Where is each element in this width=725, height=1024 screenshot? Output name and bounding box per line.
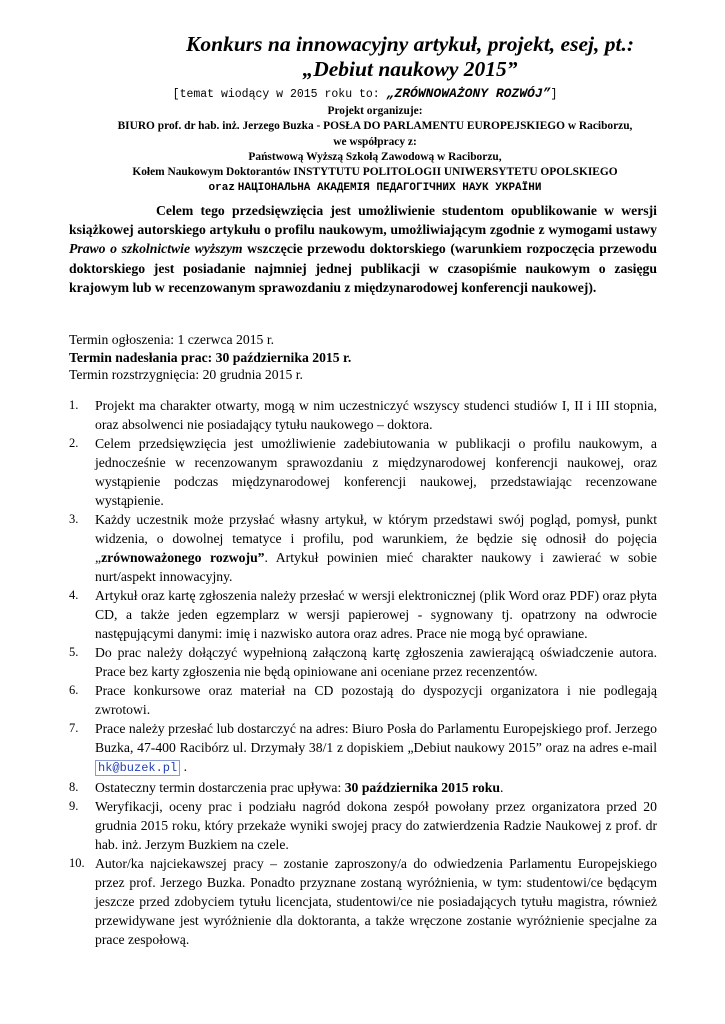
rule-number: 7. xyxy=(69,721,79,735)
rule-number: 5. xyxy=(69,645,79,659)
partner-ukraine xyxy=(55,180,695,196)
intro-law-title: Prawo o szkolnictwie wyższym xyxy=(69,241,243,257)
partner-pwsz: Państwową Wyższą Szkołą Zawodową w Raciborzu, xyxy=(248,150,502,163)
theme-close-bracket: ] xyxy=(550,88,558,101)
theme-open-bracket: [ xyxy=(172,88,180,101)
rule-text: Artykuł oraz kartę zgłoszenia należy przesłać w wersji elektronicznej (plik Word oraz PDF) oraz płyta CD, a także jeden egzemplarz w wersji papierowej - sygnowany tj. opatrzony na odwrocie następującymi danymi: imię i nazwisko autora oraz adres. Prace nie mogą być oprawiane. xyxy=(95,588,657,641)
theme-line xyxy=(120,85,610,103)
rules-list xyxy=(69,396,657,949)
rule-text: Do prac należy dołączyć wypełnioną załączoną kartę zgłoszenia zawierającą oświadczenie autora. Prace bez karty zgłoszenia nie będą opiniowane ani oceniane przez recenzentów. xyxy=(95,645,657,679)
rule-text: Projekt ma charakter otwarty, mogą w nim uczestniczyć wszyscy studenci studiów I, II i III stopnia, oraz absolwenci nie posiadający tytułu naukowego – doktora. xyxy=(95,398,657,432)
rule-text-bold: zrównoważonego rozwoju” xyxy=(101,550,265,565)
email-link[interactable]: hk@buzek.pl xyxy=(95,760,180,776)
rule-text-pre: Ostateczny termin dostarczenia prac upływa: xyxy=(95,780,345,795)
rule-text: Weryfikacji, oceny prac i podziału nagród dokona zespół powołany przez organizatora przed 20 grudnia 2015 roku, który przekaże wyniki swojej pracy do zatwierdzenia Radzie Naukowej z prof. dr hab. inż. Jerzym Buzkiem na czele. xyxy=(95,799,657,852)
intro-paragraph xyxy=(69,201,657,297)
rule-item xyxy=(69,719,657,778)
rule-text: Autor/ka najciekawszej pracy – zostanie zaproszony/a do odwiedzenia Parlamentu Europejskiego przez prof. Jerzego Buzka. Ponadto przyznane zostaną wyróżnienia, w tym: studentowi/ce będącym jeszcze przed zdobyciem tytułu licencjata, studentowi/ce nie posiadających tytułu magistra, również przewidywane jest wyróżnienie dla doktoranta, a także wręczone zostanie wyróżnienie specjalne za prace zespołową. xyxy=(95,856,657,947)
partner-opole: Kołem Naukowym Doktorantów INSTYTUTU POLITOLOGII UNIWERSYTETU OPOLSKIEGO xyxy=(132,166,618,179)
rule-text-pre: Prace należy przesłać lub dostarczyć na adres: Biuro Posła do Parlamentu Europejskiego prof. Jerzego Buzka, 47-400 Racibórz ul. Drzymały 38/1 z dopiskiem „Debiut naukowy 2015” oraz na adres e-mail xyxy=(95,721,657,755)
rule-number: 4. xyxy=(69,588,79,602)
rule-number: 1. xyxy=(69,398,79,412)
rule-number: 10. xyxy=(69,856,85,870)
organizers-heading: Projekt organizuje: xyxy=(327,105,423,117)
rule-number: 6. xyxy=(69,683,79,697)
rule-number: 8. xyxy=(69,780,79,794)
rule-text-post: . xyxy=(499,780,504,795)
rule-number: 2. xyxy=(69,436,79,450)
resolution-date: Termin rozstrzygnięcia: 20 grudnia 2015 r. xyxy=(69,367,303,382)
rule-number: 9. xyxy=(69,799,79,813)
partner-ukraine-name: НАЦІОНАЛЬНА АКАДЕМІЯ ПЕДАГОГІЧНИХ НАУК УКРАЇНИ xyxy=(237,182,542,195)
intro-part-1: Celem tego przedsięwzięcia jest umożliwienie studentom opublikowanie w wersji książkowej autorskiego artykułu o profilu naukowym, umożliwiającym zgodnie z wymogami ustawy xyxy=(69,203,657,238)
rule-number: 3. xyxy=(69,512,79,526)
rule-text-pre: Każdy uczestnik może przysłać własny artykuł, w którym przedstawi swój pogląd, pomysł, punkt widzenia, o dowolnej tematyce i profilu, pod warunkiem, że będzie się odnosił do pojęcia „ xyxy=(95,512,657,565)
rule-item xyxy=(69,586,657,643)
title-line-1: Konkurs na innowacyjny artykuł, projekt, esej, pt.: xyxy=(186,32,634,56)
rule-item xyxy=(69,510,657,586)
intro-part-2: wszczęcie przewodu doktorskiego (warunkiem rozpoczęcia przewodu doktorskiego jest posiadanie najmniej jednej publikacji w czasopiśmie naukowym o zasięgu krajowym lub w recenzowanym sprawozdaniu z międzynarodowej konferencji naukowej). xyxy=(69,241,657,295)
organizers-block xyxy=(55,104,695,197)
dates-block xyxy=(69,331,659,384)
document-title xyxy=(160,32,660,82)
rule-text: Prace konkursowe oraz materiał na CD pozostają do dyspozycji organizatora i nie podlegają zwrotowi. xyxy=(95,683,657,717)
partner-ukraine-prefix: oraz xyxy=(208,182,235,195)
rule-item xyxy=(69,434,657,510)
submission-deadline: Termin nadesłania prac: 30 października 2015 r. xyxy=(69,349,352,365)
rule-text-post: . xyxy=(180,759,188,774)
theme-prefix: temat wiodący w 2015 roku to: xyxy=(179,88,387,101)
organizer-main: BIURO prof. dr hab. inż. Jerzego Buzka - POSŁA DO PARLAMENTU EUROPEJSKIEGO w Raciborzu, xyxy=(117,120,633,133)
cooperation-label: we współpracy z: xyxy=(333,135,417,148)
rule-item xyxy=(69,854,657,949)
rule-item xyxy=(69,778,657,797)
theme-highlight: „ZRÓWNOWAŻONY ROZWÓJ” xyxy=(386,86,551,101)
announcement-date: Termin ogłoszenia: 1 czerwca 2015 r. xyxy=(69,332,275,347)
rule-item xyxy=(69,396,657,434)
title-line-2: „Debiut naukowy 2015” xyxy=(302,57,518,81)
rule-item xyxy=(69,643,657,681)
rule-item xyxy=(69,681,657,719)
rule-item xyxy=(69,797,657,854)
rule-text: Celem przedsięwzięcia jest umożliwienie zadebiutowania w publikacji o profilu naukowym, a jednocześnie w recenzowanym sprawozdaniu z międzynarodowej konferencji naukowej, oraz wystąpienie podczas międzynarodowej konferencji naukowej, przedstawiając recenzowane wystąpienie. xyxy=(95,436,657,508)
rule-text-post: . Artykuł powinien mieć charakter naukowy i zawierać w sobie nurt/aspekt innowacyjny. xyxy=(95,550,657,584)
rule-text-bold: 30 października 2015 roku xyxy=(344,780,500,795)
